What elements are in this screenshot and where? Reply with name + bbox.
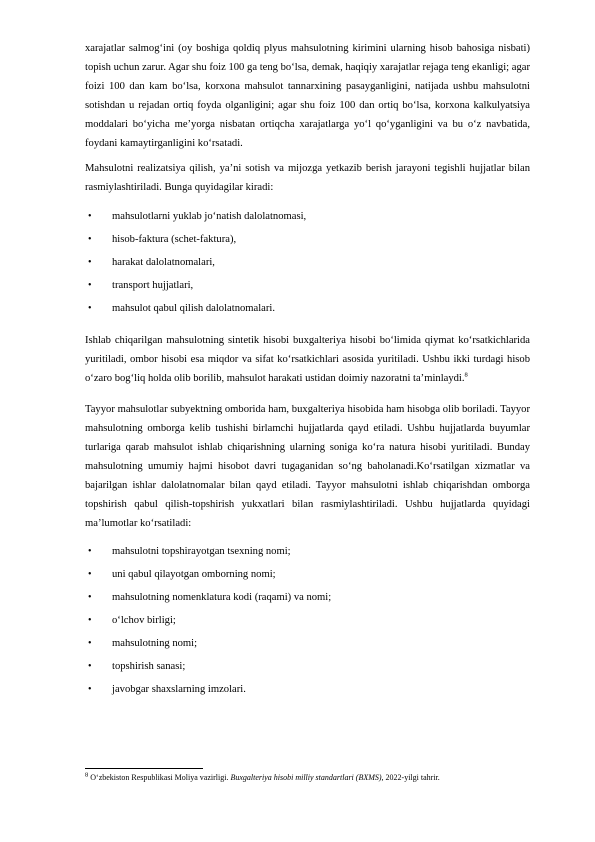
bullet-icon: • (88, 615, 92, 626)
paragraph-4: Tayyor mahsulotlar subyektning omborida ham, buxgalteriya hisobida ham hisobga olib boriladi. Tayyor mahsulotning omborga kelib tushishi birlamchi hujjatlarda qayd etiladi. Ushbu hujjatlarda buyumlar turlariga qarab mahsulot ishlab chiqarishning ularning soniga ko‘ra natura hisobi yuritiladi. Bunday mahsulotning umumiy hajmi hisobot davri tugaganidan so‘ng baholanadi.Ko‘rsatilgan xizmatlar va bajarilgan ishlar dalolatnomalar bilan qayd etiladi. Tayyor mahsulotni ishlab chiqarishdan omborga topshirish qabul qilish-topshirish yukxatlari bilan rasmiylashtiriladi. Ushbu hujjatlarda quyidagi ma’lumotlar ko‘rsatiladi: (85, 404, 530, 529)
paragraph-2: Mahsulotni realizatsiya qilish, ya’ni sotish va mijozga yetkazib berish jarayoni tegishli hujjatlar bilan rasmiylashtiriladi. Bunga quyidagilar kiradi: (85, 163, 530, 193)
list-item: • javobgar shaxslarning imzolari. (85, 680, 530, 699)
bullet-icon: • (88, 234, 92, 245)
list-item: • topshirish sanasi; (85, 657, 530, 676)
list-item: • mahsulotning nomenklatura kodi (raqami) va nomi; (85, 588, 530, 607)
list-item: • transport hujjatlari, (85, 276, 530, 295)
documents-list (85, 207, 530, 318)
footnote: $^8$ O‘zbekiston Respublikasi Moliya vazirligi. Buxgalteriya hisobi milliy standartlari (BXMS), 2022-yilgi tahrir. (85, 771, 440, 782)
list-item: • o‘lchov birligi; (85, 611, 530, 630)
footnote-reference: 8 (464, 371, 468, 379)
bullet-icon: • (88, 546, 92, 557)
list-item: • mahsulotlarni yuklab jo‘natish dalolatnomasi, (85, 207, 530, 226)
bullet-icon: • (88, 569, 92, 580)
paragraph-1: xarajatlar salmog‘ini (oy boshiga qoldiq plyus mahsulotning kirimini ularning hisob bahosiga nisbati) topish uchun zarur. Agar shu foiz 100 ga teng bo‘lsa, demak, haqiqiy xarajatlar rejaga teng ekanligi; agar foizi 100 dan kam bo‘lsa, korxona mahsulot tannarxining pasayganligini, natijada ushbu mahsulotni sotishdan u rejadan ortiq foyda olganligini; agar shu foiz 100 dan ortiq bo‘lsa, korxona kalkulyatsiya moddalari bo‘yicha me’yorga nisbatan ortiqcha xarajatlarga yo‘l qo‘yganligini va bu o‘z navbatida, foydani kamaytirganligini ko‘rsatadi. (85, 43, 530, 149)
list-item: • mahsulotni topshirayotgan tsexning nomi; (85, 542, 530, 561)
bullet-icon: • (88, 638, 92, 649)
list-item: • uni qabul qilayotgan omborning nomi; (85, 565, 530, 584)
bullet-icon: • (88, 661, 92, 672)
footnote-divider (85, 768, 203, 769)
list-item: • mahsulot qabul qilish dalolatnomalari. (85, 299, 530, 318)
list-item: • mahsulotning nomi; (85, 634, 530, 653)
list-item: • hisob-faktura (schet-faktura), (85, 230, 530, 249)
bullet-icon: • (88, 211, 92, 222)
list-item: • harakat dalolatnomalari, (85, 253, 530, 272)
bullet-icon: • (88, 684, 92, 695)
bullet-icon: • (88, 257, 92, 268)
bullet-icon: • (88, 280, 92, 291)
footnote-source-title: Buxgalteriya hisobi milliy standartlari (BXMS) (230, 773, 382, 782)
document-body (85, 39, 530, 703)
details-list (85, 542, 530, 699)
bullet-icon: • (88, 592, 92, 603)
paragraph-3: Ishlab chiqarilgan mahsulotning sintetik hisobi buxgalteriya hisobi bo‘limida qiymat ko‘rsatkichlarida yuritiladi, ombor hisobi esa miqdor va sifat ko‘rsatkichlari asosida yuritiladi. Ushbu ikki turdagi hisob o‘zaro bog‘liq holda olib borilib, mahsulot harakati ustidan doimiy nazoratni ta’minlaydi.$^8$ (85, 335, 530, 384)
bullet-icon: • (88, 303, 92, 314)
footnote-mark: 8 (85, 771, 89, 779)
